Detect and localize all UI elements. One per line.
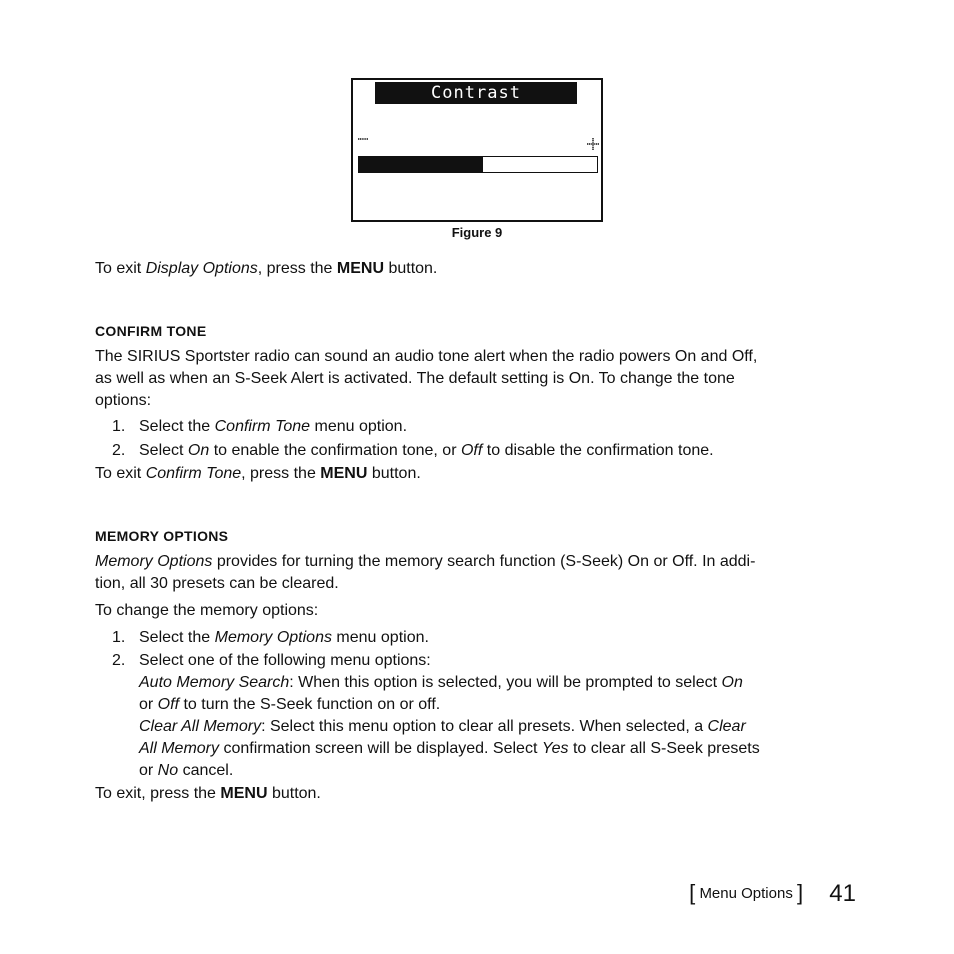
footer-open-bracket: [ [689, 880, 696, 905]
confirm-tone-step-1: Select the Confirm Tone menu option. [139, 418, 408, 435]
contrast-level-bar [358, 156, 598, 173]
memory-options-intro-line: Memory Options provides for turning the memory search function (S-Seek) On or Off. In addi- [95, 553, 756, 570]
step-number: 2. [112, 442, 126, 459]
contrast-screen-figure [351, 78, 603, 222]
footer-close-bracket: ] [797, 880, 804, 905]
clear-all-memory-line: All Memory confirmation screen will be displayed. Select Yes to clear all S-Seek presets [139, 740, 760, 757]
to-change-memory-text: To change the memory options: [95, 602, 319, 619]
contrast-level-fill [359, 157, 483, 172]
memory-options-step-1: Select the Memory Options menu option. [139, 629, 429, 646]
confirm-tone-step-2: Select On to enable the confirmation tone, or Off to disable the confirmation tone. [139, 442, 714, 459]
confirm-tone-para-line: The SIRIUS Sportster radio can sound an audio tone alert when the radio powers On and Off, [95, 348, 758, 365]
exit-display-options-text: To exit Display Options, press the MENU button. [95, 260, 438, 277]
minus-icon [358, 136, 368, 142]
page-footer [689, 880, 856, 908]
confirm-tone-para-line: options: [95, 392, 152, 409]
clear-all-memory-line: or No cancel. [139, 762, 234, 779]
auto-memory-search-line: or Off to turn the S-Seek function on or off. [139, 696, 441, 713]
memory-options-step-2: Select one of the following menu options: [139, 652, 431, 669]
step-number: 1. [112, 629, 126, 646]
confirm-tone-heading: CONFIRM TONE [95, 323, 207, 339]
exit-confirm-tone-text: To exit Confirm Tone, press the MENU button. [95, 465, 421, 482]
step-number: 1. [112, 418, 126, 435]
footer-section-name: Menu Options [699, 885, 793, 902]
screen-title: Contrast [375, 82, 577, 104]
exit-memory-options-text: To exit, press the MENU button. [95, 785, 321, 802]
memory-options-intro-line: tion, all 30 presets can be cleared. [95, 575, 339, 592]
memory-options-heading: MEMORY OPTIONS [95, 528, 229, 544]
confirm-tone-para-line: as well as when an S-Seek Alert is activated. The default setting is On. To change the tone [95, 370, 735, 387]
auto-memory-search-line: Auto Memory Search: When this option is selected, you will be prompted to select On [139, 674, 743, 691]
plus-icon [587, 138, 599, 150]
page-number: 41 [829, 880, 856, 907]
step-number: 2. [112, 652, 126, 669]
clear-all-memory-line: Clear All Memory: Select this menu option to clear all presets. When selected, a Clear [139, 718, 746, 735]
figure-caption: Figure 9 [451, 225, 503, 240]
